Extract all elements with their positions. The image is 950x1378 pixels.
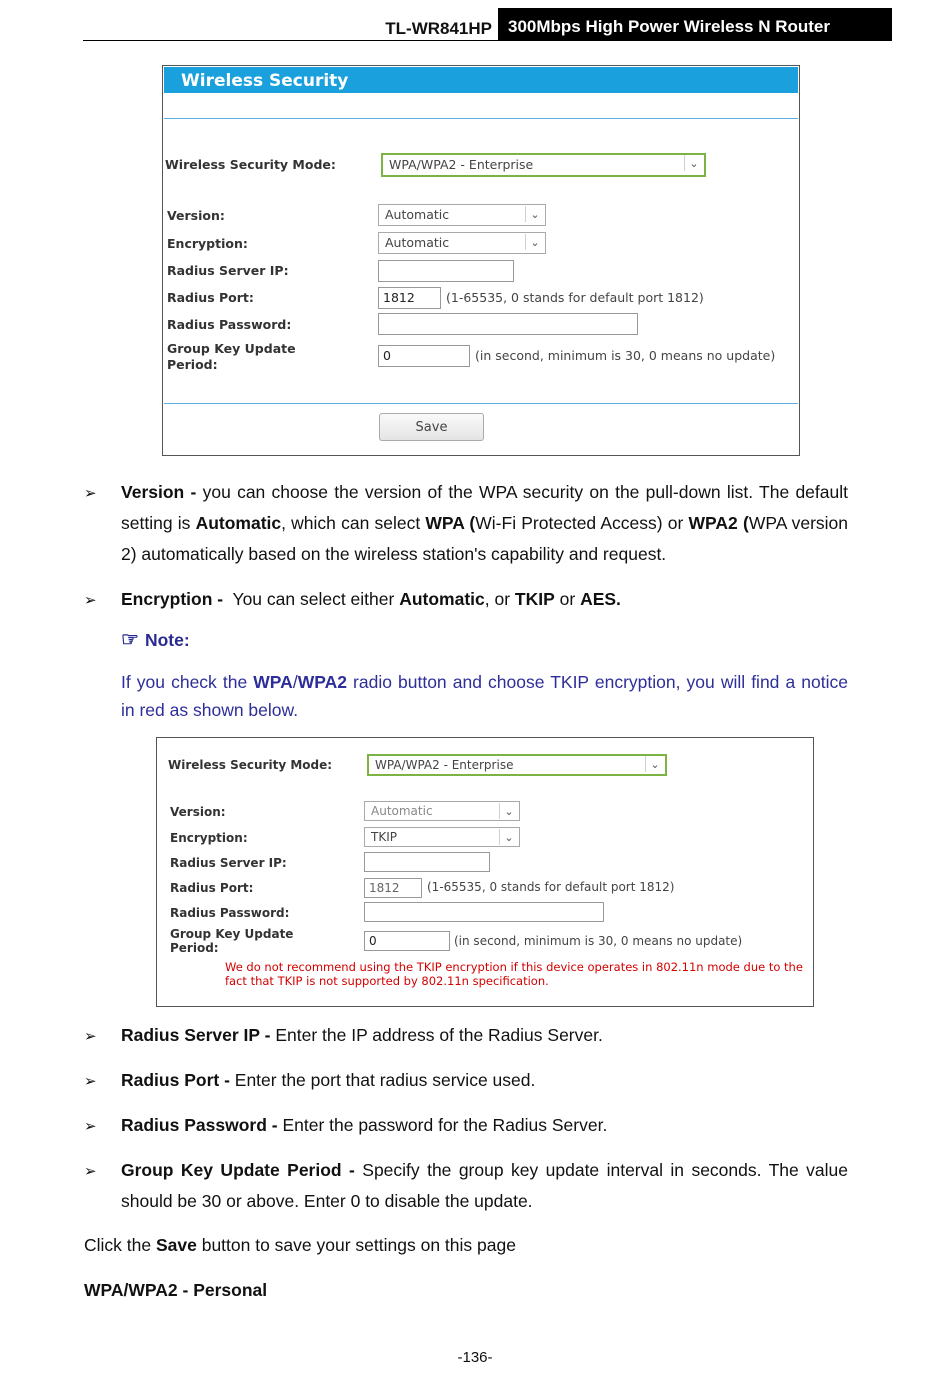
bullet-icon: ➢: [84, 1028, 97, 1045]
enc-text-1: You can select either: [223, 589, 400, 609]
page-number: -136-: [457, 1349, 493, 1366]
version-description: [121, 477, 848, 570]
group-key-description: [121, 1155, 848, 1217]
tkip-warning-screenshot: [156, 737, 814, 1007]
click-text-1: Click the: [84, 1235, 156, 1255]
version-text-3: Wi-Fi Protected Access) or: [475, 513, 689, 533]
panel-title: Wireless Security: [164, 67, 798, 93]
enc-tkip: TKIP: [514, 589, 555, 609]
group-key-label-2: Period:: [170, 941, 219, 955]
version-term: Version -: [121, 482, 197, 502]
header-model: TL-WR841HP: [385, 19, 492, 38]
version-value: Automatic: [385, 207, 450, 222]
enc-aes: AES.: [580, 589, 621, 609]
radius-ip-input[interactable]: [378, 260, 514, 282]
divider: [164, 118, 798, 119]
enc-text-2: , or: [484, 589, 515, 609]
group-key-hint: (in second, minimum is 30, 0 means no update): [454, 934, 743, 948]
encryption-value: TKIP: [371, 830, 397, 844]
warning-line-1: We do not recommend using the TKIP encryption if this device operates in 802.11n mode due to the: [225, 960, 803, 974]
radius-ip-input[interactable]: [364, 852, 490, 872]
security-mode-value: WPA/WPA2 - Enterprise: [375, 758, 514, 772]
encryption-label: Encryption:: [170, 831, 248, 845]
radius-password-input[interactable]: [364, 902, 604, 922]
header-title: 300Mbps High Power Wireless N Router: [498, 8, 892, 40]
radius-port-input[interactable]: 1812: [378, 287, 441, 309]
security-mode-value: WPA/WPA2 - Enterprise: [389, 157, 534, 172]
note-heading: [121, 627, 190, 652]
radius-port-term: Radius Port -: [121, 1070, 230, 1090]
note-slash: /: [292, 672, 298, 692]
radius-port-text: Enter the port that radius service used.: [229, 1070, 536, 1090]
radius-password-label: Radius Password:: [167, 317, 292, 332]
chevron-down-icon: ⌄: [525, 234, 544, 250]
version-select[interactable]: [378, 204, 546, 226]
version-select[interactable]: [364, 801, 520, 821]
warning-line-2: fact that TKIP is not supported by 802.11n specification.: [225, 974, 549, 988]
enc-text-3: or: [554, 589, 581, 609]
click-text-2: button to save your settings on this page: [196, 1235, 516, 1255]
page-header: [83, 8, 892, 41]
group-key-input[interactable]: 0: [378, 345, 470, 367]
version-text-4: WPA version 2) automatically based on the wireless station's capability and request.: [121, 513, 849, 564]
wireless-security-screenshot: [162, 65, 800, 456]
chevron-down-icon: ⌄: [499, 829, 518, 845]
radius-ip-description: [121, 1020, 603, 1051]
radius-password-label: Radius Password:: [170, 906, 290, 920]
save-button[interactable]: Save: [379, 413, 484, 441]
chevron-down-icon: ⌄: [684, 155, 703, 171]
group-key-label-1: Group Key Update: [167, 341, 296, 356]
encryption-select[interactable]: [378, 232, 546, 254]
radius-ip-label: Radius Server IP:: [170, 856, 287, 870]
note-wpa: WPA: [253, 672, 293, 692]
section-heading: WPA/WPA2 - Personal: [84, 1280, 268, 1300]
version-text-2: , which can select: [281, 513, 426, 533]
version-label: Version:: [167, 208, 225, 223]
radius-port-hint: (1-65535, 0 stands for default port 1812): [427, 880, 675, 894]
chevron-down-icon: ⌄: [645, 756, 664, 772]
security-mode-select[interactable]: [367, 754, 667, 776]
enc-automatic: Automatic: [399, 589, 485, 609]
security-mode-select[interactable]: [381, 153, 706, 177]
encryption-label: Encryption:: [167, 236, 248, 251]
group-key-label-2: Period:: [167, 357, 218, 372]
note-wpa2: WPA2: [297, 672, 347, 692]
radius-ip-label: Radius Server IP:: [167, 263, 289, 278]
note-text-1: If you check the: [121, 672, 254, 692]
radius-port-label: Radius Port:: [170, 881, 254, 895]
wpa-term: WPA (: [425, 513, 476, 533]
group-key-term: Group Key Update Period -: [121, 1160, 355, 1180]
bullet-icon: ➢: [84, 1118, 97, 1135]
radius-ip-text: Enter the IP address of the Radius Server.: [270, 1025, 603, 1045]
encryption-description: [121, 584, 621, 615]
pointing-hand-icon: ☞: [121, 629, 139, 651]
chevron-down-icon: ⌄: [525, 206, 544, 222]
mode-label: Wireless Security Mode:: [168, 758, 333, 772]
mode-label: Wireless Security Mode:: [165, 157, 336, 172]
radius-ip-term: Radius Server IP -: [121, 1025, 271, 1045]
radius-password-text: Enter the password for the Radius Server.: [277, 1115, 608, 1135]
note-text-2: radio button and choose TKIP encryption, you will find a notice in red as shown below.: [121, 672, 848, 720]
group-key-hint: (in second, minimum is 30, 0 means no update): [475, 348, 776, 363]
encryption-term: Encryption -: [121, 589, 224, 609]
encryption-select[interactable]: [364, 827, 520, 847]
note-title: Note:: [144, 630, 190, 650]
divider: [164, 403, 798, 404]
radius-port-hint: (1-65535, 0 stands for default port 1812): [446, 290, 704, 305]
radius-port-label: Radius Port:: [167, 290, 254, 305]
radius-password-input[interactable]: [378, 313, 638, 335]
encryption-value: Automatic: [385, 235, 450, 250]
bullet-icon: ➢: [84, 592, 97, 609]
group-key-text: Specify the group key update interval in seconds. The value should be 30 or above. Enter 0 to disable the update.: [121, 1160, 848, 1211]
bullet-icon: ➢: [84, 1163, 97, 1180]
note-text: [121, 668, 848, 724]
group-key-input[interactable]: 0: [364, 931, 450, 951]
version-value: Automatic: [371, 804, 433, 818]
bullet-icon: ➢: [84, 1073, 97, 1090]
tkip-warning-notice: [225, 960, 805, 988]
wpa2-term: WPA2 (: [688, 513, 749, 533]
click-save-term: Save: [155, 1235, 197, 1255]
version-label: Version:: [170, 805, 226, 819]
group-key-label-1: Group Key Update: [170, 927, 294, 941]
radius-password-description: [121, 1110, 607, 1141]
version-text-1: you can choose the version of the WPA security on the pull-down list. The default setting is: [121, 482, 848, 533]
radius-port-input[interactable]: 1812: [364, 878, 422, 898]
automatic-term: Automatic: [195, 513, 282, 533]
click-save-instruction: [84, 1230, 516, 1261]
bullet-icon: ➢: [84, 485, 97, 502]
chevron-down-icon: ⌄: [499, 803, 518, 819]
radius-password-term: Radius Password -: [121, 1115, 278, 1135]
radius-port-description: [121, 1065, 535, 1096]
